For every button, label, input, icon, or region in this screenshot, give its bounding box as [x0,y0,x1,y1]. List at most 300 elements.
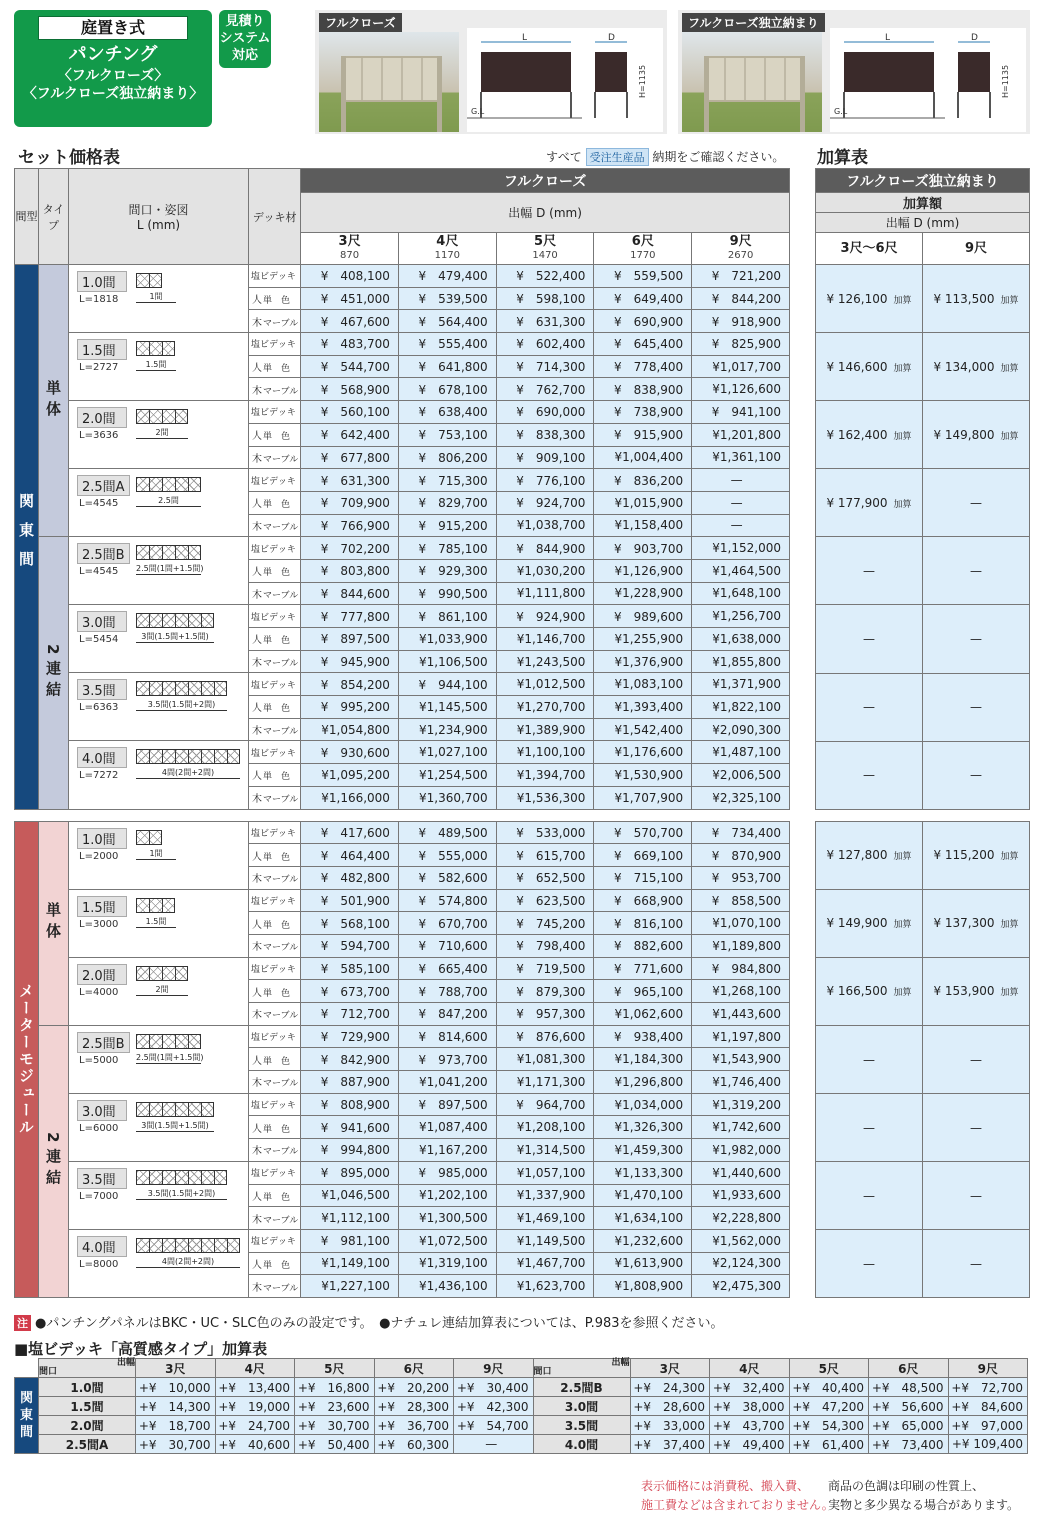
price-cell: ¥ 669,100 [594,844,692,867]
add-tag: 加算 [893,295,912,306]
price-cell: ¥1,822,100 [692,696,790,719]
tax-note-1: 表示価格には消費税、搬入費、 [641,1479,810,1493]
frontage-length: L=7272 [79,770,119,782]
col-type-header: タイプ [39,169,69,265]
add-price: — [863,632,875,647]
sub-row-label: 1.0間 [39,1378,136,1397]
add-price: ¥ 153,900 [933,984,995,999]
add-price: — [970,632,982,647]
fence-diagram-icon [136,681,227,696]
price-cell: ¥1,158,400 [594,514,692,537]
footnote-text: ●パンチングパネルはBKC・UC・SLC色のみの設定です。 ●ナチュレ連結加算表については、P.983を参照ください。 [35,1316,724,1331]
price-cell: ¥ 814,600 [398,1025,496,1048]
price-cell: ¥ 887,900 [301,1071,399,1094]
price-cell: ¥1,467,700 [496,1252,594,1275]
span-label: 3.5間(1.5間+2間) [136,700,227,711]
price-cell: ¥1,536,300 [496,786,594,809]
price-cell: ¥2,006,500 [692,764,790,787]
sub-value: +¥ 84,600 [948,1397,1028,1416]
add-price-table [815,168,1030,1298]
price-cell: ¥ 631,300 [496,310,594,333]
deck-marble: 木マーブル [249,310,301,333]
price-cell: ¥1,562,000 [692,1229,790,1252]
sub-value: +¥ 97,000 [948,1416,1028,1435]
deck-marble: 木マーブル [249,378,301,401]
price-cell: ¥1,296,800 [594,1071,692,1094]
price-cell: ¥1,232,600 [594,1229,692,1252]
add-price: — [970,1052,982,1067]
price-cell: ¥ 918,900 [692,310,790,333]
add-price: ¥ 134,000 [933,359,995,374]
price-cell: ¥1,808,900 [594,1275,692,1298]
sub-value: +¥ 40,400 [789,1378,869,1397]
price-cell: ¥1,469,100 [496,1207,594,1230]
frontage-cell [69,265,249,333]
price-cell: ¥ 642,400 [301,423,399,446]
set-price-title: セット価格表 [18,148,120,168]
add-price-cell [816,889,923,957]
variant-2: 〈フルクローズ独立納まり〉 [22,86,204,102]
price-cell: ¥ 564,400 [398,310,496,333]
price-cell: ¥1,326,300 [594,1116,692,1139]
frontage-label: 2.5間B [77,1032,130,1053]
frontage-label: 3.0間 [77,1100,127,1121]
price-cell: ¥1,459,300 [594,1139,692,1162]
fence-diagram-icon [136,830,162,845]
sub-value: +¥ 28,300 [374,1397,454,1416]
add-price-cell [923,821,1030,889]
price-cell: ¥1,982,000 [692,1139,790,1162]
frontage-label: 2.0間 [77,964,127,985]
price-cell: ¥ 941,100 [692,401,790,424]
sub-value: +¥ 33,000 [630,1416,710,1435]
price-cell: ¥ 785,100 [398,537,496,560]
add-tag: 加算 [893,852,912,863]
sub-value: +¥ 65,000 [869,1416,949,1435]
price-cell: ¥ 816,100 [594,912,692,935]
price-cell: ¥1,171,300 [496,1071,594,1094]
add-depth-header: 出幅 D (mm) [816,213,1030,233]
frontage-cell [69,1161,249,1229]
add-price: ¥ 162,400 [826,427,888,442]
sub-value: +¥ 48,500 [869,1378,949,1397]
deck-solid: 人単 色 [249,559,301,582]
price-cell: ¥ 482,800 [301,866,399,889]
price-cell: ¥1,146,700 [496,628,594,651]
price-cell: ¥ 638,400 [398,401,496,424]
frontage-length: L=6000 [79,1122,119,1134]
price-cell: ¥ 734,400 [692,821,790,844]
type-name: 単体 [44,902,62,945]
deck-marble: 木マーブル [249,1207,301,1230]
price-cell: ¥ 903,700 [594,537,692,560]
price-cell: ¥1,126,900 [594,559,692,582]
sub-row-label: 4.0間 [533,1435,630,1454]
deck-vinyl: 塩ビデッキ [249,537,301,560]
price-cell: ¥1,046,500 [301,1184,399,1207]
add-price: — [970,563,982,578]
price-cell: ¥ 665,400 [398,957,496,980]
deck-marble: 木マーブル [249,718,301,741]
price-cell: ¥ 897,500 [301,628,399,651]
dim-l: L [522,33,528,43]
price-cell: ¥ 909,100 [496,446,594,469]
price-cell: ¥ 467,600 [301,310,399,333]
color-note [828,1477,1019,1515]
add-price-cell [816,469,923,537]
price-cell: ¥ 929,300 [398,559,496,582]
sub-value: +¥ 24,300 [630,1378,710,1397]
fence-diagram-icon [136,545,201,560]
vinyl-deck-add-table [14,1358,1028,1454]
price-cell: ¥ 798,400 [496,934,594,957]
add-price-cell [923,889,1030,957]
span-label: 1間 [136,849,176,860]
price-cell: ¥ 838,300 [496,423,594,446]
add-price: — [970,1256,982,1271]
fence-diagram-icon [136,273,162,288]
deck-vinyl: 塩ビデッキ [249,1093,301,1116]
frontage-cell [69,1093,249,1161]
add-tag: 加算 [893,920,912,931]
price-cell: ¥ 649,400 [594,287,692,310]
price-cell: ¥1,133,300 [594,1161,692,1184]
frontage-label: 1.5間 [77,896,127,917]
span-label: 2間 [136,985,188,996]
frontage-length: L=4545 [79,498,119,510]
deck-solid: 人単 色 [249,764,301,787]
add-price-cell [816,1094,923,1162]
sub-value: +¥ 24,700 [215,1416,295,1435]
span-label: 4間(2間+2間) [136,1257,240,1268]
price-cell: ¥ 690,000 [496,401,594,424]
span-label: 1間 [136,292,176,303]
deck-marble: 木マーブル [249,1275,301,1298]
price-cell: ¥1,623,700 [496,1275,594,1298]
region-0 [15,265,39,810]
add-price: ¥ 166,500 [826,984,888,999]
frontage-length: L=8000 [79,1258,119,1270]
price-cell: ¥ 836,200 [594,469,692,492]
col-deck-header: デッキ材 [249,169,301,265]
price-cell: ¥ 771,600 [594,957,692,980]
product-photo-1 [319,32,459,132]
price-cell: ¥1,095,200 [301,764,399,787]
price-cell: ¥1,440,600 [692,1161,790,1184]
deck-vinyl: 塩ビデッキ [249,1025,301,1048]
sub-value: +¥ 20,200 [374,1378,454,1397]
price-cell: ¥1,017,700 [692,355,790,378]
region-name: 関東間 [17,493,35,581]
frontage-label: 4.0間 [77,1236,127,1257]
deck-solid: 人単 色 [249,912,301,935]
col-size-header: 間口・姿図 L (mm) [69,169,249,265]
sub-value: +¥ 32,400 [710,1378,790,1397]
fence-diagram-icon [136,341,175,356]
deck-solid: 人単 色 [249,844,301,867]
price-cell: ¥1,634,100 [594,1207,692,1230]
price-cell: ¥1,393,400 [594,696,692,719]
price-cell: ¥ 719,500 [496,957,594,980]
deck-marble: 木マーブル [249,1071,301,1094]
dim-d: D [971,33,978,43]
sub-value: +¥ 50,400 [295,1435,375,1454]
add-price: ¥ 115,200 [933,848,995,863]
price-cell: ¥2,325,100 [692,786,790,809]
price-cell: ¥1,201,800 [692,423,790,446]
add-price: ¥ 137,300 [933,916,995,931]
frontage-length: L=3636 [79,430,119,442]
add-tag: 加算 [1000,431,1019,442]
deck-solid: 人単 色 [249,980,301,1003]
add-price-cell [816,605,923,673]
price-cell: ¥ 838,900 [594,378,692,401]
price-cell: ¥ 598,100 [496,287,594,310]
made-to-order-chip: 受注生産品 [586,148,649,166]
col-size-0: 3尺 870 [301,233,399,265]
add-price-cell [816,673,923,741]
dim-gl: G.L [471,107,485,116]
add-price-cell [923,1162,1030,1230]
add-price-cell [816,537,923,605]
frontage-length: L=3000 [79,918,119,930]
note-pre: すべて [546,150,582,164]
price-cell: ¥ 847,200 [398,1003,496,1026]
frontage-label: 3.5間 [77,679,127,700]
corner-cell: 出幅 間口 [39,1358,135,1377]
price-cell: ¥ 882,600 [594,934,692,957]
price-cell: ¥ 712,700 [301,1003,399,1026]
add-tag: 加算 [1000,852,1019,863]
sub-value: +¥ 30,700 [136,1435,216,1454]
price-cell: — [692,491,790,514]
type-name: 2連結 [44,643,62,703]
full-close-header: フルクローズ [301,169,790,193]
sub-value: +¥ 36,700 [374,1416,454,1435]
price-cell: ¥1,184,300 [594,1048,692,1071]
price-cell: ¥1,933,600 [692,1184,790,1207]
deck-marble: 木マーブル [249,582,301,605]
price-cell: ¥1,371,900 [692,673,790,696]
estimate-line-1: 見積り [225,14,265,29]
figure-2-label: フルクローズ独立納まり [682,13,825,32]
price-cell: ¥ 762,700 [496,378,594,401]
full-close-figure [315,10,667,134]
price-cell: ¥1,145,500 [398,696,496,719]
deck-solid: 人単 色 [249,696,301,719]
sub-col-right-4: 9尺 [948,1359,1028,1378]
price-cell: ¥1,041,200 [398,1071,496,1094]
add-price: ¥ 149,800 [933,427,995,442]
add-amount-header: 加算額 [816,193,1030,213]
price-cell: ¥1,746,400 [692,1071,790,1094]
fence-diagram-icon [136,749,240,764]
price-cell: ¥1,152,000 [692,537,790,560]
add-price-cell [923,741,1030,809]
price-cell: ¥ 670,700 [398,912,496,935]
price-cell: ¥ 776,100 [496,469,594,492]
price-cell: ¥ 582,600 [398,866,496,889]
price-cell: ¥1,054,800 [301,718,399,741]
price-cell: ¥1,543,900 [692,1048,790,1071]
price-cell: ¥ 844,600 [301,582,399,605]
type-0-1 [39,537,69,809]
color-note-2: 実物と多少異なる場合があります。 [828,1498,1020,1512]
price-cell: ¥ 990,500 [398,582,496,605]
deck-vinyl: 塩ビデッキ [249,401,301,424]
deck-vinyl: 塩ビデッキ [249,889,301,912]
sub-col-right-2: 5尺 [789,1359,869,1378]
price-cell: ¥1,112,100 [301,1207,399,1230]
add-price-cell [816,333,923,401]
col-size-1: 4尺 1170 [398,233,496,265]
dim-d: D [608,33,615,43]
add-price: ¥ 127,800 [826,848,888,863]
deck-vinyl: 塩ビデッキ [249,741,301,764]
add-table-title: 加算表 [817,148,868,168]
deck-solid: 人単 色 [249,1184,301,1207]
price-cell: ¥ 854,200 [301,673,399,696]
price-cell: — [692,469,790,492]
price-cell: ¥1,443,600 [692,1003,790,1026]
deck-solid: 人単 色 [249,1048,301,1071]
price-cell: ¥1,202,100 [398,1184,496,1207]
add-price-cell [816,1026,923,1094]
type-name: 2連結 [44,1132,62,1191]
order-note [546,148,784,166]
price-cell: ¥1,015,900 [594,491,692,514]
price-cell: ¥ 957,300 [496,1003,594,1026]
sub-value: +¥ 10,000 [136,1378,216,1397]
price-cell: ¥1,030,200 [496,559,594,582]
span-label: 3.5間(1.5間+2間) [136,1189,227,1200]
price-cell: ¥ 897,500 [398,1093,496,1116]
price-cell: ¥ 778,400 [594,355,692,378]
price-cell: ¥1,314,500 [496,1139,594,1162]
footnote [14,1312,724,1331]
price-cell: ¥1,081,300 [496,1048,594,1071]
price-cell: ¥1,111,800 [496,582,594,605]
add-col-1: 9尺 [923,233,1030,265]
frontage-cell [69,469,249,537]
sub-col-right-3: 6尺 [869,1359,949,1378]
price-cell: ¥ 985,000 [398,1161,496,1184]
figure-1-label: フルクローズ [319,13,402,32]
add-price-cell [816,957,923,1025]
price-cell: ¥ 568,100 [301,912,399,935]
frontage-length: L=6363 [79,702,119,714]
sub-value: +¥ 13,400 [215,1378,295,1397]
tax-note [641,1477,834,1515]
fence-diagram-icon [136,1170,227,1185]
add-price: ¥ 149,900 [826,916,888,931]
sub-value: +¥ 40,600 [215,1435,295,1454]
price-cell: ¥ 994,800 [301,1139,399,1162]
frontage-cell [69,333,249,401]
note-chip: 注 [14,1315,31,1331]
sub-value: +¥ 18,700 [136,1416,216,1435]
price-cell: ¥ 895,000 [301,1161,399,1184]
frontage-length: L=7000 [79,1190,119,1202]
frontage-label: 1.0間 [77,828,127,849]
price-cell: ¥ 641,800 [398,355,496,378]
price-cell: ¥ 729,900 [301,1025,399,1048]
price-cell: ¥ 522,400 [496,265,594,288]
deck-marble: 木マーブル [249,650,301,673]
add-price-cell [923,1094,1030,1162]
add-price: ¥ 113,500 [933,291,995,306]
col-size-2: 5尺 1470 [496,233,594,265]
estimate-line-3: 対応 [231,48,258,63]
independent-figure [678,10,1030,134]
price-cell: ¥2,124,300 [692,1252,790,1275]
sub-col-right-0: 3尺 [630,1359,710,1378]
add-price-cell [923,265,1030,333]
sub-value: +¥ 19,000 [215,1397,295,1416]
fence-diagram-icon [136,409,188,424]
price-cell: ¥ 745,200 [496,912,594,935]
price-cell: ¥ 560,100 [301,401,399,424]
sub-value: +¥ 47,200 [789,1397,869,1416]
dim-gl: G.L [834,107,848,116]
span-label: 3間(1.5間+1.5間) [136,632,214,643]
price-cell: ¥ 858,500 [692,889,790,912]
price-cell: ¥ 678,100 [398,378,496,401]
add-tag: 加算 [893,363,912,374]
price-cell: ¥ 714,300 [496,355,594,378]
price-cell: ¥ 702,200 [301,537,399,560]
add-price: — [970,1188,982,1203]
sub-value: +¥ 16,800 [295,1378,375,1397]
frontage-cell [69,673,249,741]
set-price-table [14,168,790,1298]
sub-col-left-4: 9尺 [454,1359,534,1378]
price-cell: ¥1,166,000 [301,786,399,809]
price-cell: ¥1,062,600 [594,1003,692,1026]
price-cell: ¥ 777,800 [301,605,399,628]
deck-vinyl: 塩ビデッキ [249,673,301,696]
sub-value: +¥ 109,400 [948,1435,1028,1454]
sub-value: +¥ 54,700 [454,1416,534,1435]
price-cell: ¥1,394,700 [496,764,594,787]
price-cell: ¥1,300,500 [398,1207,496,1230]
add-price: ¥ 126,100 [826,291,888,306]
price-cell: ¥ 806,200 [398,446,496,469]
price-cell: ¥ 915,900 [594,423,692,446]
deck-marble: 木マーブル [249,786,301,809]
fence-diagram-icon [136,898,175,913]
add-price-cell [923,673,1030,741]
frontage-label: 3.0間 [77,611,127,632]
sub-value: +¥ 60,300 [374,1435,454,1454]
price-cell: ¥ 738,900 [594,401,692,424]
deck-vinyl: 塩ビデッキ [249,1161,301,1184]
dim-l: L [885,33,891,43]
price-cell: ¥ 568,900 [301,378,399,401]
price-cell: ¥ 615,700 [496,844,594,867]
price-cell: ¥1,319,100 [398,1252,496,1275]
frontage-label: 3.5間 [77,1168,127,1189]
sub-value: +¥ 30,700 [295,1416,375,1435]
deck-solid: 人単 色 [249,287,301,310]
add-price-cell [923,605,1030,673]
add-col-0: 3尺〜6尺 [816,233,923,265]
add-tag: 加算 [1000,295,1019,306]
frontage-label: 1.0間 [77,271,127,292]
dimension-drawing-1 [467,28,663,132]
price-cell: ¥ 989,600 [594,605,692,628]
price-cell: ¥1,228,900 [594,582,692,605]
